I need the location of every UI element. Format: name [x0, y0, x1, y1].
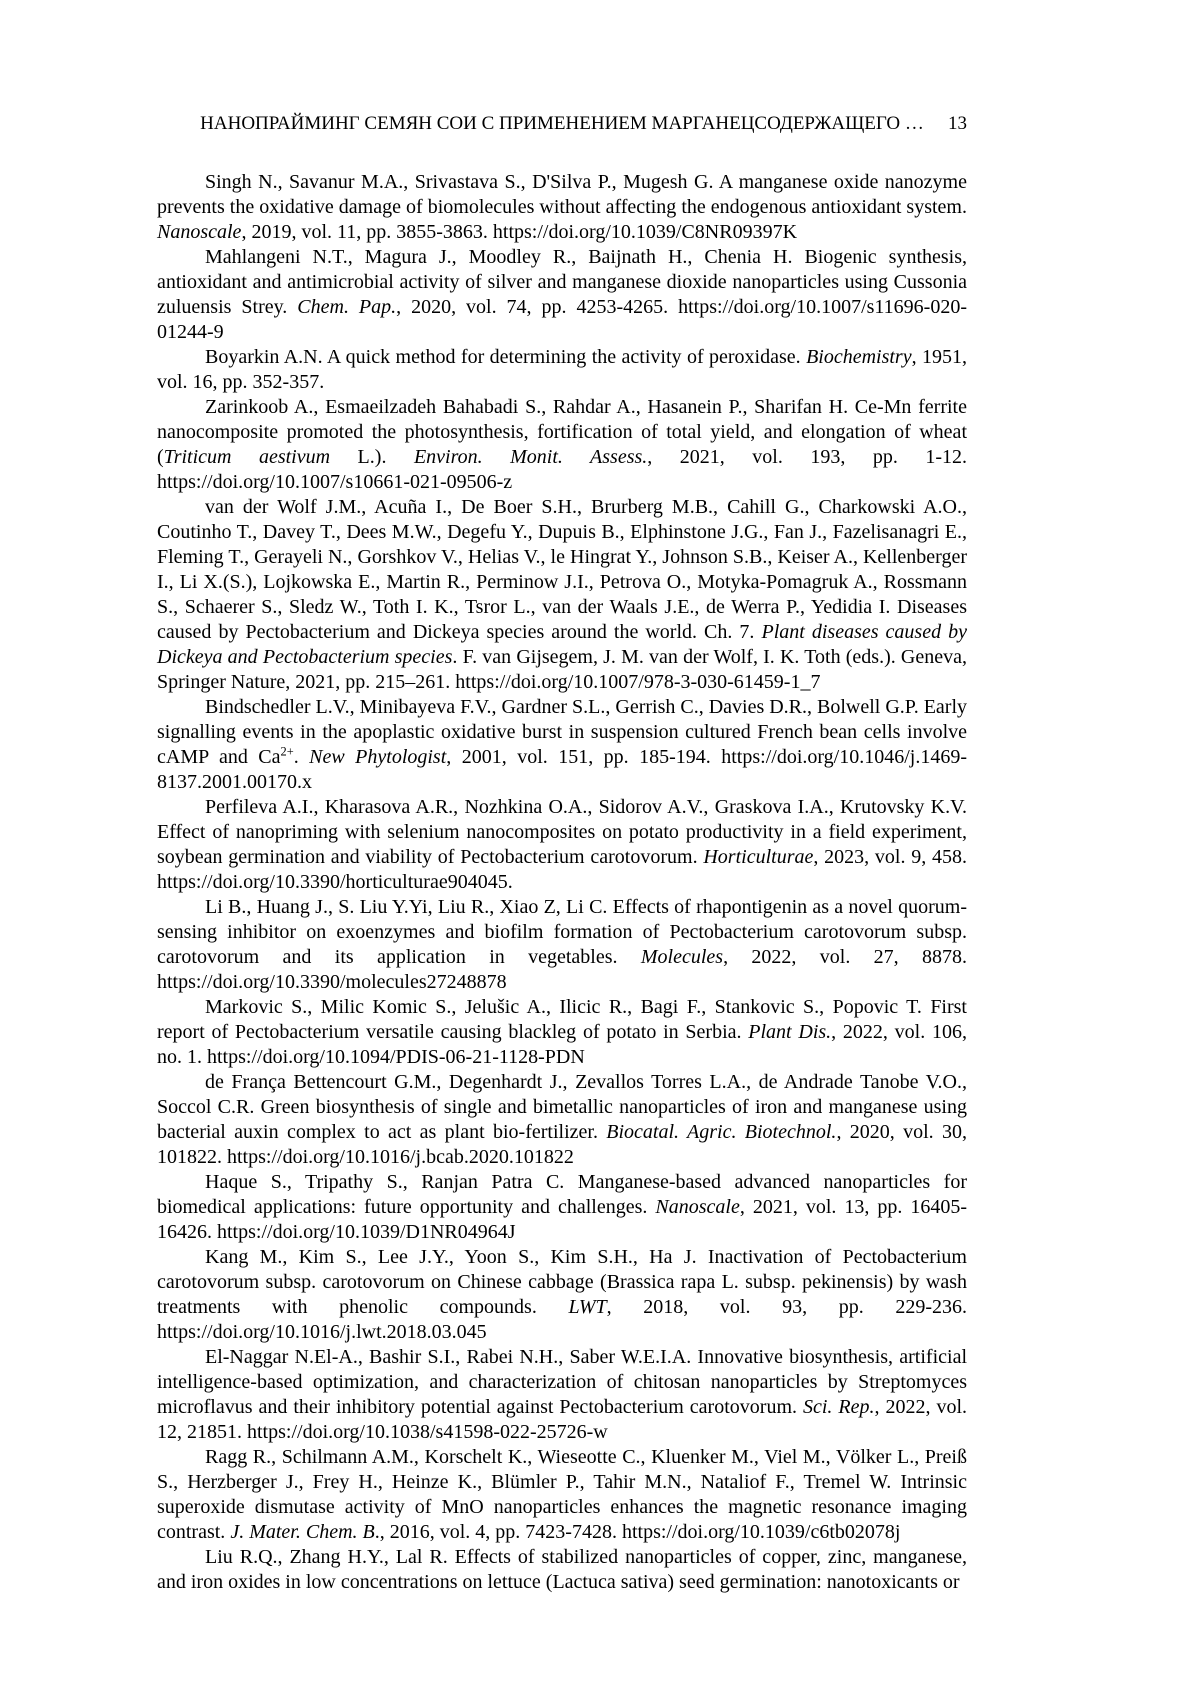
reference-entry — [157, 1545, 967, 1595]
reference-text-segment: , 2021, vol. 13, pp. 16405-16426. https://doi.org/10.1039/D1NR04964J — [157, 1196, 968, 1243]
reference-text-segment: , 2023, vol. 9, 458. https://doi.org/10.3390/horticulturae904045. — [157, 846, 967, 893]
reference-journal-segment: LWT — [568, 1296, 607, 1318]
reference-text-segment: Perfileva A.I., Kharasova A.R., Nozhkina O.A., Sidorov A.V., Graskova I.A., Krutovsky K.V. Effect of nanopriming with selenium nanocomposites on potato productivity in a field experiment, soybean germination and viability of Pectobacterium carotovorum. — [157, 796, 967, 868]
reference-text-segment: , 1951, vol. 16, pp. 352-357. — [157, 346, 968, 393]
reference-text-segment: . — [293, 746, 310, 768]
reference-journal-segment: Triticum aestivum — [163, 446, 331, 468]
reference-text-segment: Kang M., Kim S., Lee J.Y., Yoon S., Kim S.H., Ha J. Inactivation of Pectobacterium carotovorum subsp. carotovorum on Chinese cabbage (Brassica rapa L. subsp. pekinensis) by wash treatments with phenolic compounds. — [157, 1246, 967, 1318]
reference-text-segment: L.). — [330, 446, 414, 468]
reference-entry — [157, 395, 967, 495]
reference-journal-segment: J. Mater. Chem. B — [230, 1521, 375, 1543]
reference-text-segment: Markovic S., Milic Komic S., Jelušic A., Ilicic R., Bagi F., Stankovic S., Popovic T. First report of Pectobacterium versatile causing blackleg of potato in Serbia. — [157, 996, 967, 1043]
reference-text-segment: Li B., Huang J., S. Liu Y.Yi, Liu R., Xiao Z, Li C. Effects of rhapontigenin as a novel quorum-sensing inhibitor on exoenzymes and biofilm formation of Pectobacterium carotovorum subsp. carotovorum and its application in vegetables. — [157, 896, 967, 968]
reference-text-segment: 2+ — [280, 744, 294, 759]
reference-entry — [157, 495, 967, 695]
reference-text-segment: , 2022, vol. 12, 21851. https://doi.org/10.1038/s41598-022-25726-w — [157, 1396, 968, 1443]
reference-entry — [157, 1245, 967, 1345]
reference-journal-segment: Environ. Monit. Assess. — [413, 446, 648, 468]
reference-text-segment: Ragg R., Schilmann A.M., Korschelt K., Wieseotte C., Kluenker M., Viel M., Völker L., Preiß S., Herzberger J., Frey H., Heinze K., Blümler P., Tahir M.N., Nataliof F., Tremel W. Intrinsic superoxide dismutase activity of MnO nanoparticles enhances the magnetic resonance imaging contrast. — [157, 1446, 967, 1543]
reference-journal-segment: New Phytologist — [309, 746, 447, 768]
reference-text-segment: El-Naggar N.El-A., Bashir S.I., Rabei N.H., Saber W.E.I.A. Innovative biosynthesis, artificial intelligence-based optimization, and characterization of chitosan nanoparticles by Streptomyces microflavus and their inhibitory potential against Pectobacterium carotovorum. — [157, 1346, 967, 1418]
reference-journal-segment: Plant diseases caused by Dickeya and Pectobacterium species — [157, 621, 968, 668]
reference-text-segment: , 2020, vol. 74, pp. 4253-4265. https://doi.org/10.1007/s11696-020-01244-9 — [157, 296, 967, 343]
reference-journal-segment: Molecules — [640, 946, 724, 968]
references-list — [157, 170, 967, 1595]
reference-journal-segment: Nanoscale — [655, 1196, 740, 1218]
reference-text-segment: , 2019, vol. 11, pp. 3855-3863. https://doi.org/10.1039/C8NR09397K — [241, 221, 798, 243]
reference-text-segment: Liu R.Q., Zhang H.Y., Lal R. Effects of stabilized nanoparticles of copper, zinc, manganese, and iron oxides in low concentrations on lettuce (Lactuca sativa) seed germination: nanotoxicants or — [157, 1546, 967, 1593]
running-header — [157, 112, 967, 136]
reference-text-segment: Singh N., Savanur M.A., Srivastava S., D'Silva P., Mugesh G. A manganese oxide nanozyme prevents the oxidative damage of biomolecules without affecting the endogenous antioxidant system. — [157, 171, 967, 218]
reference-text-segment: Bindschedler L.V., Minibayeva F.V., Gardner S.L., Gerrish C., Davies D.R., Bolwell G.P. Early signalling events in the apoplastic oxidative burst in suspension cultured French bean cells involve cAMP and Ca — [157, 696, 968, 768]
reference-entry — [157, 1170, 967, 1245]
reference-entry — [157, 895, 967, 995]
reference-text-segment: , 2022, vol. 106, no. 1. https://doi.org/10.1094/PDIS-06-21-1128-PDN — [157, 1021, 967, 1068]
reference-text-segment: , 2021, vol. 193, pp. 1-12. https://doi.org/10.1007/s10661-021-09506-z — [157, 446, 967, 493]
running-title: НАНОПРАЙМИНГ СЕМЯН СОИ С ПРИМЕНЕНИЕМ МАРГАНЕЦСОДЕРЖАЩЕГО … — [200, 113, 924, 134]
reference-text-segment: , 2001, vol. 151, pp. 185-194. https://doi.org/10.1046/j.1469-8137.2001.00170.x — [157, 746, 968, 793]
reference-journal-segment: Plant Dis. — [748, 1021, 832, 1043]
reference-text-segment: Boyarkin A.N. A quick method for determining the activity of peroxidase. — [205, 346, 807, 368]
reference-entry — [157, 245, 967, 345]
reference-text-segment: . F. van Gijsegem, J. M. van der Wolf, I. K. Toth (eds.). Geneva, Springer Nature, 2021, pp. 215–261. https://doi.org/10.1007/978-3-030-61459-1_7 — [157, 646, 967, 693]
reference-text-segment: van der Wolf J.M., Acuña I., De Boer S.H., Brurberg M.B., Cahill G., Charkowski A.O., Coutinho T., Davey T., Dees M.W., Degefu Y., Dupuis B., Elphinstone J.G., Fan J., Fazelisanagri E., Fleming T., Gerayeli N., Gorshkov V., Helias V., le Hingrat Y., Johnson S.B., Keiser A., Kellenberger I., Li X.(S.), Lojkowska E., Martin R., Perminow J.I., Petrova O., Motyka-Pomagruk A., Rossmann S., Schaerer S., Sledz W., Toth I. K., Tsror L., van der Waals J.E., de Werra P., Yedidia I. Diseases caused by Pectobacterium and Dickeya species around the world. Ch. 7. — [157, 496, 967, 643]
reference-journal-segment: Chem. Pap. — [297, 296, 397, 318]
reference-text-segment: , 2020, vol. 30, 101822. https://doi.org/10.1016/j.bcab.2020.101822 — [157, 1121, 967, 1168]
reference-text-segment: Haque S., Tripathy S., Ranjan Patra C. Manganese-based advanced nanoparticles for biomedical applications: future opportunity and challenges. — [157, 1171, 967, 1218]
reference-entry — [157, 995, 967, 1070]
reference-text-segment: de França Bettencourt G.M., Degenhardt J., Zevallos Torres L.A., de Andrade Tanobe V.O., Soccol C.R. Green biosynthesis of single and bimetallic nanoparticles of iron and manganese using bacterial auxin complex to act as plant bio-fertilizer. — [157, 1071, 967, 1143]
page-number: 13 — [948, 113, 967, 134]
reference-entry — [157, 1070, 967, 1170]
reference-entry — [157, 795, 967, 895]
reference-entry — [157, 695, 967, 795]
reference-entry — [157, 345, 967, 395]
reference-entry — [157, 1445, 967, 1545]
reference-journal-segment: Horticulturae — [703, 846, 814, 868]
reference-entry — [157, 170, 967, 245]
reference-journal-segment: Biochemistry — [806, 346, 912, 368]
reference-journal-segment: Nanoscale — [157, 221, 242, 243]
reference-journal-segment: Biocatal. Agric. Biotechnol. — [606, 1121, 837, 1143]
reference-text-segment: Zarinkoob A., Esmaeilzadeh Bahabadi S., Rahdar A., Hasanein P., Sharifan H. Ce-Mn ferrite nanocomposite promoted the photosynthesis, fortification of total yield, and elongation of wheat ( — [157, 396, 967, 468]
reference-text-segment: Mahlangeni N.T., Magura J., Moodley R., Baijnath H., Chenia H. Biogenic synthesis, antioxidant and antimicrobial activity of silver and manganese dioxide nanoparticles using Cussonia zuluensis Strey. — [157, 246, 967, 318]
reference-journal-segment: Sci. Rep. — [802, 1396, 875, 1418]
reference-text-segment: , 2018, vol. 93, pp. 229-236. https://doi.org/10.1016/j.lwt.2018.03.045 — [157, 1296, 967, 1343]
reference-text-segment: ., 2016, vol. 4, pp. 7423-7428. https://doi.org/10.1039/c6tb02078j — [374, 1521, 901, 1543]
reference-entry — [157, 1345, 967, 1445]
reference-text-segment: , 2022, vol. 27, 8878. https://doi.org/10.3390/molecules27248878 — [157, 946, 968, 993]
